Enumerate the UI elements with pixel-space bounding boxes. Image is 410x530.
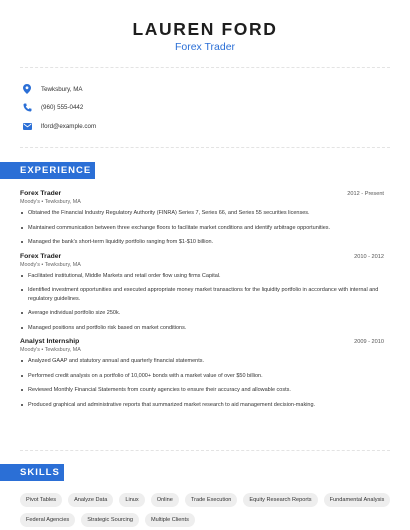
skill-chip: Federal Agencies — [20, 513, 75, 527]
job-dates: 2010 - 2012 — [354, 253, 384, 260]
candidate-title: Forex Trader — [174, 41, 236, 53]
skill-chip: Analyze Data — [68, 493, 113, 507]
job-entry — [20, 190, 384, 247]
job-bullet: Obtained the Financial Industry Regulatory Authority (FINRA) Series 7, Series 66, and Series 55 securities licenses. — [20, 209, 384, 218]
job-bullets — [20, 272, 384, 333]
skill-row — [20, 513, 390, 527]
contact-divider — [20, 147, 390, 148]
job-bullet: Managed the bank's short-term liquidity portfolio ranging from $1-$10 billion. — [20, 238, 384, 247]
job-bullet: Facilitated institutional, Middle Markets and retail order flow using firms Capital. — [20, 272, 384, 281]
job-dates: 2009 - 2010 — [354, 339, 384, 345]
skill-chip: Equity Research Reports — [243, 493, 317, 507]
job-bullet: Produced graphical and administrative reports that summarized market research to aid management decision-making. — [20, 401, 384, 410]
contact-location-text: Tewksbury, MA — [41, 85, 83, 93]
header-divider — [20, 67, 390, 68]
skill-chip: Strategic Sourcing — [81, 513, 139, 527]
job-bullet: Maintained communication between three exchange floors to facilitate market conditions and identify arbitrage opportunities. — [20, 224, 384, 233]
skills-section-heading: SKILLS — [0, 464, 64, 481]
skill-chip: Trade Execution — [185, 493, 238, 507]
skill-chip: Linux — [119, 493, 144, 507]
experience-list — [20, 190, 384, 415]
skill-row — [20, 493, 390, 507]
experience-section-heading: EXPERIENCE — [0, 162, 95, 179]
skill-chip: Multiple Clients — [145, 513, 195, 527]
resume-header — [0, 0, 410, 54]
skills-list — [20, 493, 390, 530]
job-entry — [20, 253, 384, 333]
job-bullet: Performed credit analysis on a portfolio of 10,000+ bonds with a market value of over $50 billion. — [20, 372, 384, 381]
job-company: Moody's • Tewksbury, MA — [20, 261, 81, 268]
job-title: Forex Trader — [20, 252, 62, 260]
job-bullets — [20, 209, 384, 247]
contact-phone-text: (960) 555-0442 — [41, 104, 84, 111]
skill-chip: Fundamental Analysis — [324, 493, 391, 507]
job-bullet: Reviewed Monthly Financial Statements from county agencies to ensure their accuracy and allowable costs. — [20, 386, 384, 395]
contact-list — [22, 80, 96, 136]
phone-icon — [22, 103, 32, 113]
skill-chip: Pivot Tables — [20, 493, 62, 507]
contact-location — [22, 80, 96, 98]
job-company: Moody's • Tewksbury, MA — [20, 199, 81, 205]
job-company: Moody's • Tewksbury, MA — [20, 347, 81, 353]
job-title: Forex Trader — [20, 190, 62, 197]
contact-phone — [22, 99, 96, 117]
mail-icon — [22, 121, 32, 131]
skill-chip: Online — [151, 493, 179, 507]
job-bullet: Identified investment opportunities and executed appropriate money market transactions for the liquidity portfolio in accordance with internal and regulatory guidelines. — [20, 286, 384, 303]
job-bullet: Managed positions and portfolio risk based on market conditions. — [20, 324, 384, 333]
job-bullets — [20, 357, 384, 409]
job-bullet: Analyzed GAAP and statutory annual and quarterly financial statements. — [20, 357, 384, 366]
job-bullet: Average individual portfolio size 250k. — [20, 309, 384, 318]
experience-divider — [20, 450, 390, 451]
job-entry — [20, 338, 384, 409]
contact-email-text: lford@example.com — [41, 122, 97, 130]
contact-email — [22, 117, 96, 135]
candidate-name: LAUREN FORD — [132, 19, 278, 39]
location-pin-icon — [22, 84, 32, 94]
job-dates: 2012 - Present — [347, 191, 384, 197]
job-title: Analyst Internship — [20, 338, 80, 345]
